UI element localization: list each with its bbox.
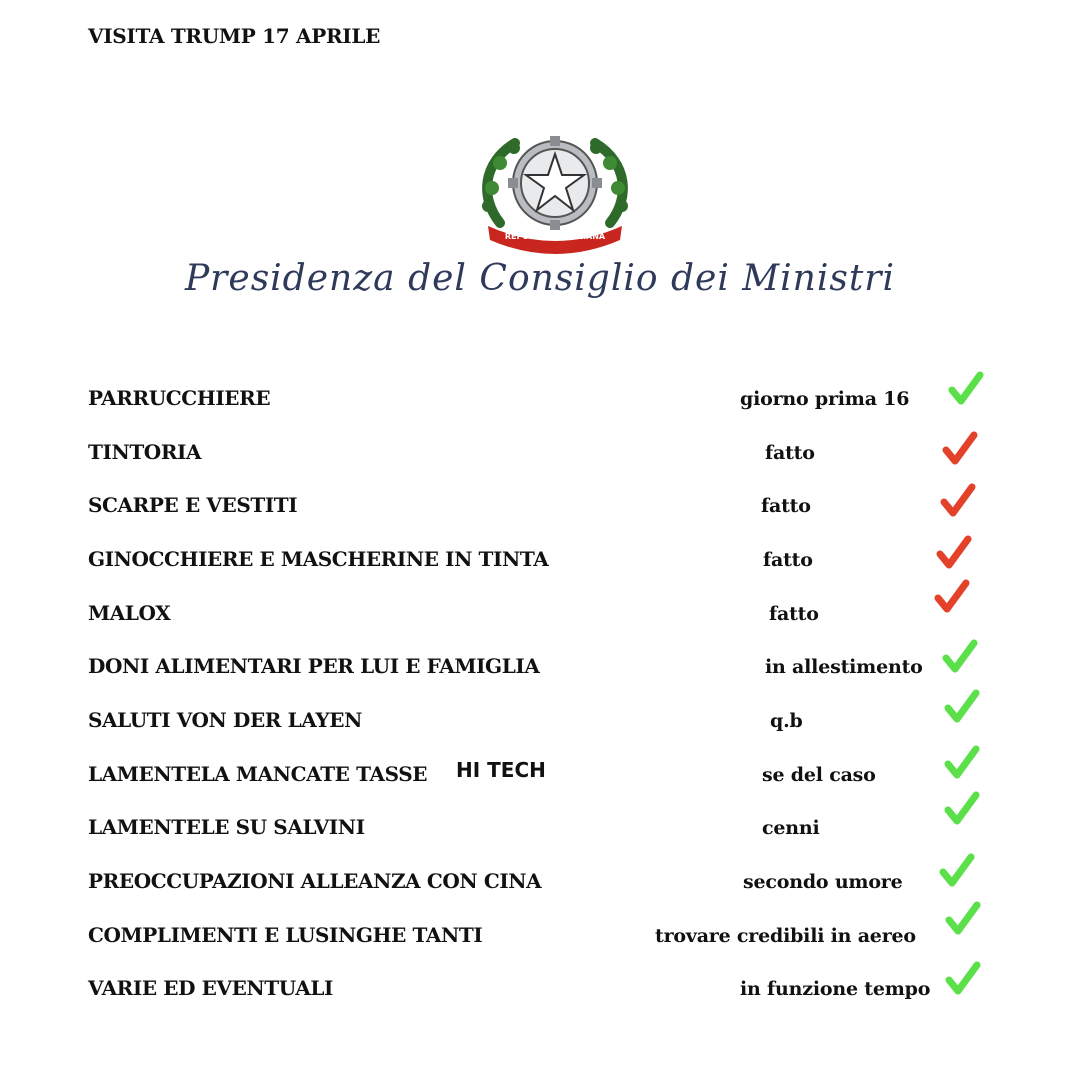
checklist-row (0, 485, 1080, 525)
green-check-icon (942, 688, 982, 728)
green-check-icon (943, 960, 983, 1000)
checklist-row (0, 807, 1080, 847)
green-check-icon (937, 852, 977, 892)
item-label: PARRUCCHIERE (88, 386, 271, 410)
item-status: secondo umore (743, 871, 903, 893)
item-label: DONI ALIMENTARI PER LUI E FAMIGLIA (88, 654, 540, 678)
institution-name: Presidenza del Consiglio dei Ministri (184, 258, 896, 299)
item-label: VARIE ED EVENTUALI (88, 976, 333, 1000)
item-status: fatto (761, 495, 811, 517)
item-status: fatto (763, 549, 813, 571)
checklist-row (0, 754, 1080, 794)
item-label: GINOCCHIERE E MASCHERINE IN TINTA (88, 547, 549, 571)
item-status: in funzione tempo (740, 978, 931, 1000)
item-status: trovare credibili in aereo (655, 925, 916, 947)
item-label: TINTORIA (88, 440, 202, 464)
green-check-icon (940, 638, 980, 678)
emblem-ribbon-text: REPUBBLICA ITALIANA (504, 232, 606, 241)
checklist-row (0, 646, 1080, 686)
checklist-row (0, 378, 1080, 418)
item-label: SALUTI VON DER LAYEN (88, 708, 362, 732)
item-status: giorno prima 16 (740, 388, 910, 410)
checklist-row (0, 968, 1080, 1008)
item-status: in allestimento (765, 656, 923, 678)
green-check-icon (946, 370, 986, 410)
item-label: PREOCCUPAZIONI ALLEANZA CON CINA (88, 869, 542, 893)
item-status: fatto (765, 442, 815, 464)
item-label: SCARPE E VESTITI (88, 493, 298, 517)
checklist-row (0, 915, 1080, 955)
item-status: q.b (770, 710, 803, 732)
item-label: LAMENTELE SU SALVINI (88, 815, 365, 839)
item-label: LAMENTELA MANCATE TASSE (88, 762, 428, 786)
red-check-icon (934, 534, 974, 574)
checklist-row (0, 700, 1080, 740)
checklist-row (0, 861, 1080, 901)
red-check-icon (932, 578, 972, 618)
item-label: MALOX (88, 601, 171, 625)
item-status: se del caso (762, 764, 876, 786)
item-status: fatto (769, 603, 819, 625)
item-label: COMPLIMENTI E LUSINGHE TANTI (88, 923, 483, 947)
checklist-row (0, 432, 1080, 472)
document-title: VISITA TRUMP 17 APRILE (88, 24, 381, 48)
green-check-icon (942, 744, 982, 784)
green-check-icon (943, 900, 983, 940)
item-label-extra: HI TECH (456, 758, 546, 782)
item-status: cenni (762, 817, 820, 839)
checklist-row (0, 539, 1080, 579)
red-check-icon (938, 482, 978, 522)
green-check-icon (942, 790, 982, 830)
checklist-row (0, 593, 1080, 633)
red-check-icon (940, 430, 980, 470)
